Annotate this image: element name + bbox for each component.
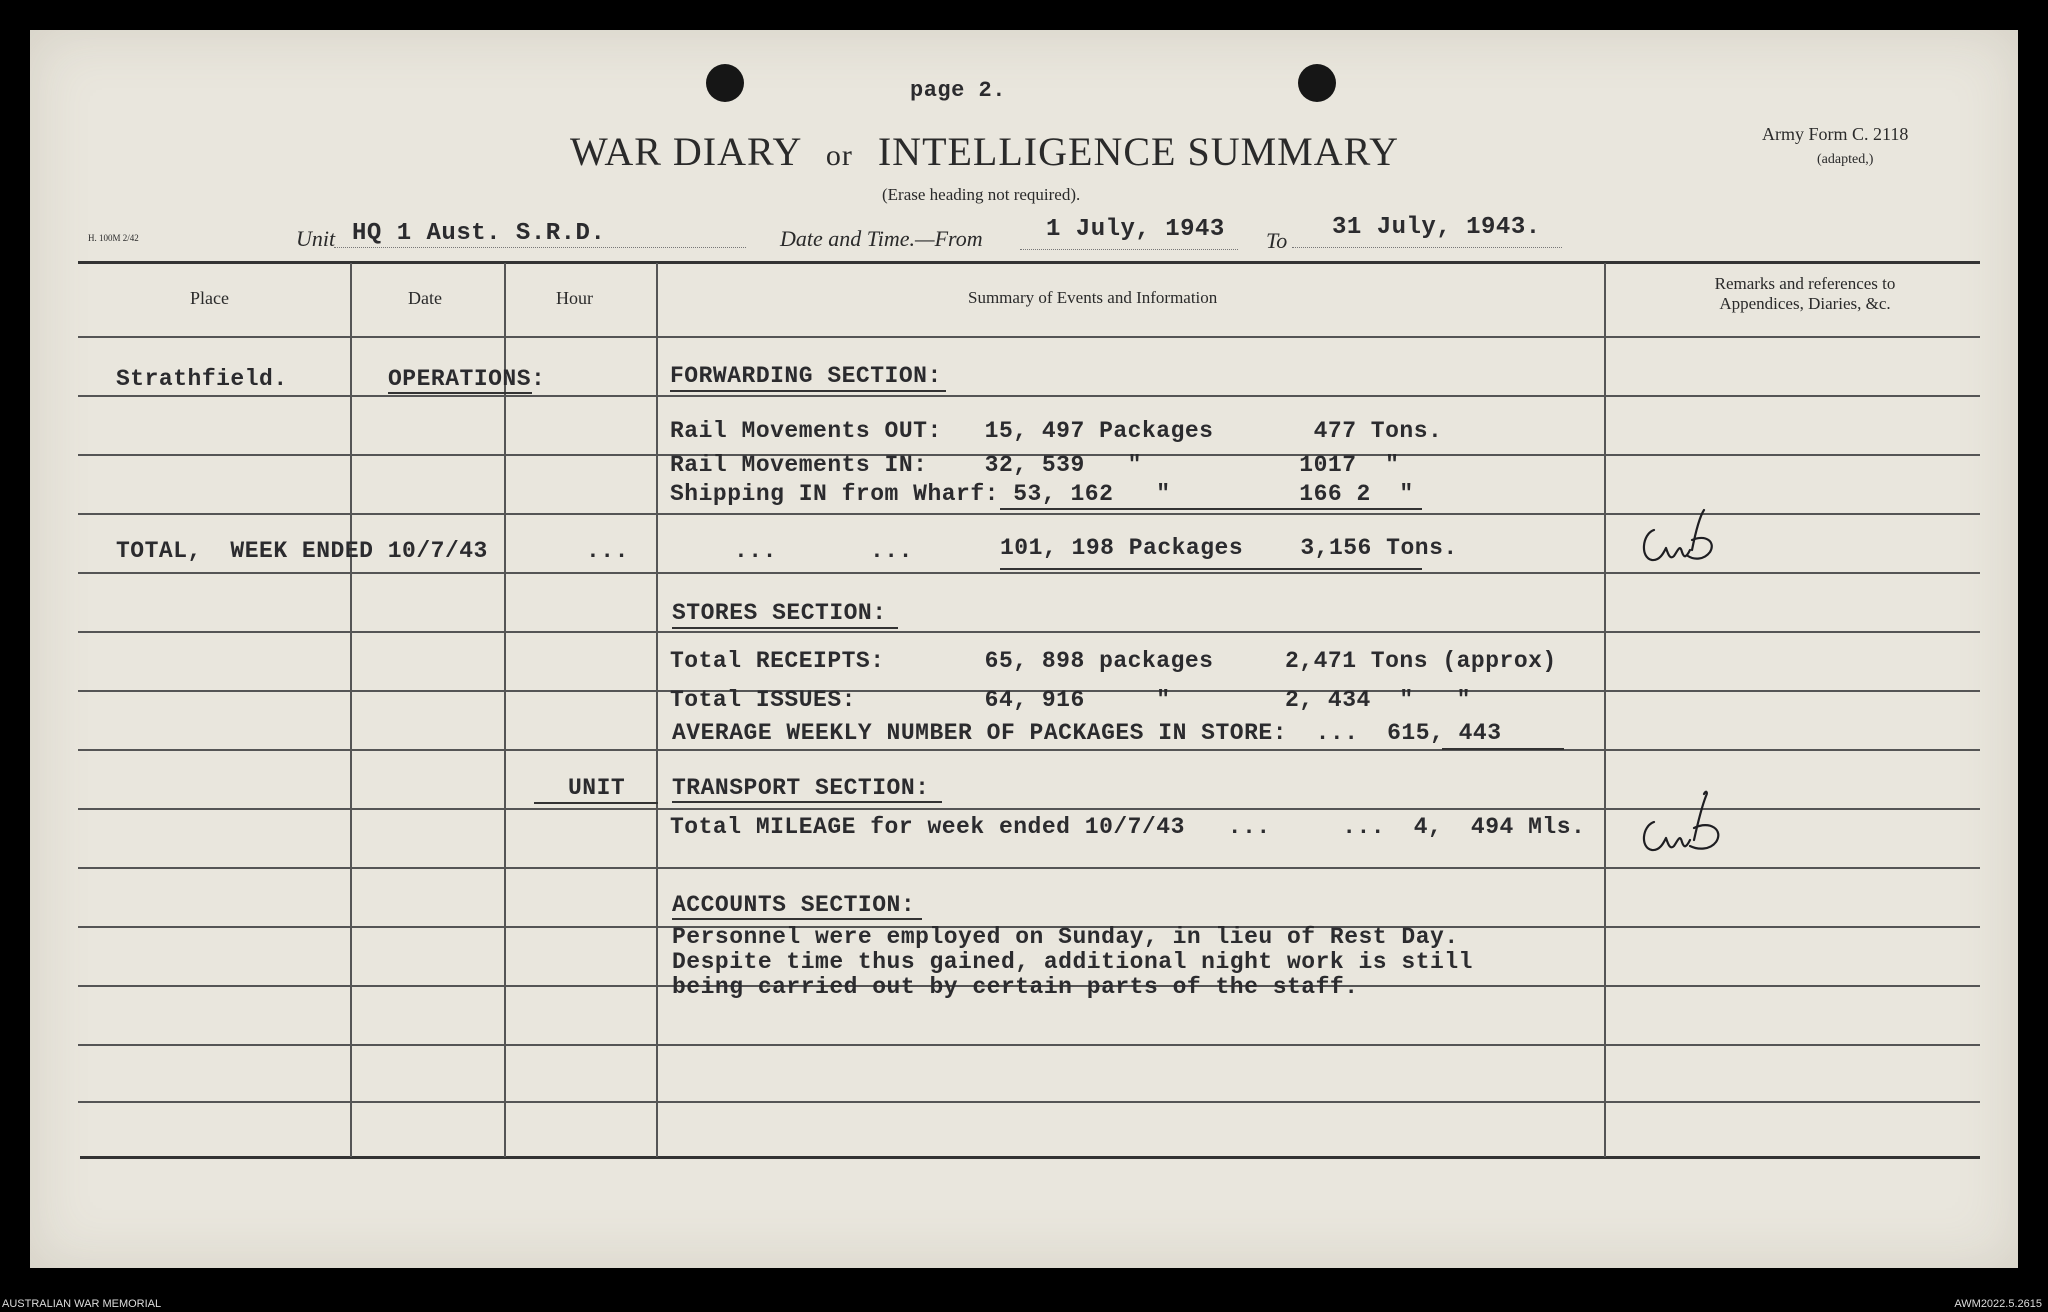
row-rule xyxy=(78,395,1980,397)
punch-hole-left xyxy=(706,64,744,102)
unit-label: Unit xyxy=(296,226,336,251)
accounts-line-3: being carried out by certain parts of the staff. xyxy=(672,974,1359,1000)
footer-source: AUSTRALIAN WAR MEMORIAL xyxy=(2,1298,162,1310)
col-divider-date xyxy=(504,263,506,1157)
col-divider-place xyxy=(350,263,352,1157)
col-header-date: Date xyxy=(408,288,442,308)
col-header-summary: Summary of Events and Information xyxy=(968,288,1218,307)
form-name: Army Form C. 2118 xyxy=(1762,124,1909,144)
unit-dotted-line xyxy=(334,246,746,248)
forwarding-heading: FORWARDING SECTION: xyxy=(670,363,942,389)
erase-note: (Erase heading not required). xyxy=(882,185,1081,204)
title-war-diary: WAR DIARY xyxy=(570,129,801,174)
col-divider-hour xyxy=(656,263,658,1157)
transport-heading: TRANSPORT SECTION: xyxy=(672,775,930,801)
row-rule xyxy=(78,749,1980,751)
remarks-header-line1: Remarks and references to xyxy=(1714,274,1896,293)
remarks-header-line2: Appendices, Diaries, &c. xyxy=(1719,294,1891,313)
accounts-line-1: Personnel were employed on Sunday, in lieu of Rest Day. xyxy=(672,924,1459,950)
page-label: page 2. xyxy=(910,78,1006,103)
col-header-hour: Hour xyxy=(556,288,593,308)
footer-accession: AWM2022.5.2615 xyxy=(1954,1298,2042,1310)
accounts-line-2: Despite time thus gained, additional night work is still xyxy=(672,949,1473,975)
title-or: or xyxy=(825,139,853,172)
transport-underline xyxy=(672,801,942,803)
total-receipts-line: Total RECEIPTS: 65, 898 packages 2,471 Tons (approx) xyxy=(670,648,1557,674)
entry-operations: OPERATIONS: xyxy=(388,366,546,392)
stores-underline xyxy=(672,627,898,629)
total-issues-line: Total ISSUES: 64, 916 " 2, 434 " " xyxy=(670,687,1471,713)
date-to-dotted-line xyxy=(1292,246,1562,248)
total-dots-hour: ... xyxy=(586,538,629,564)
diary-page xyxy=(30,30,2018,1268)
unit-value: HQ 1 Aust. S.R.D. xyxy=(352,220,606,247)
accounts-heading: ACCOUNTS SECTION: xyxy=(672,892,916,918)
row-rule xyxy=(78,336,1980,338)
entry-place: Strathfield. xyxy=(116,366,288,392)
shipping-underline xyxy=(1000,508,1422,510)
date-to: 31 July, 1943. xyxy=(1332,214,1541,241)
form-adapted: (adapted,) xyxy=(1817,152,1874,167)
unit-hour-underline xyxy=(534,802,658,804)
title-intelligence-summary: INTELLIGENCE SUMMARY xyxy=(877,129,1399,174)
col-divider-summary xyxy=(1604,263,1606,1157)
total-values: 101, 198 Packages 3,156 Tons. xyxy=(1000,535,1458,561)
table-top-rule xyxy=(78,261,1980,264)
average-weekly-line: AVERAGE WEEKLY NUMBER OF PACKAGES IN STORE: ... 615, 443 xyxy=(672,720,1502,746)
total-dots-summary-2: ... xyxy=(870,538,913,564)
unit-hour-label: UNIT xyxy=(568,775,626,801)
date-label: Date and Time.—From xyxy=(780,226,983,251)
accounts-underline xyxy=(672,918,922,920)
row-rule xyxy=(78,1101,1980,1103)
handwritten-initials-1-icon xyxy=(1634,500,1724,580)
date-from: 1 July, 1943 xyxy=(1046,216,1225,243)
punch-hole-right xyxy=(1298,64,1336,102)
operations-underline xyxy=(388,392,532,394)
rail-in-line: Rail Movements IN: 32, 539 " 1017 " xyxy=(670,452,1400,478)
average-underline xyxy=(1442,748,1564,750)
stores-heading: STORES SECTION: xyxy=(672,600,887,626)
print-code: H. 100M 2/42 xyxy=(88,233,139,243)
to-label: To xyxy=(1266,228,1288,253)
total-week-label: TOTAL, WEEK ENDED 10/7/43 xyxy=(116,538,488,564)
handwritten-initials-2-icon xyxy=(1634,782,1734,862)
page-title xyxy=(570,128,1399,175)
table-bottom-rule xyxy=(80,1156,1980,1159)
col-header-remarks xyxy=(1670,274,1940,314)
forwarding-underline xyxy=(670,390,946,392)
row-rule xyxy=(78,1044,1980,1046)
total-underline xyxy=(1000,568,1422,570)
date-from-dotted-line xyxy=(1020,248,1238,250)
rail-out-line: Rail Movements OUT: 15, 497 Packages 477 Tons. xyxy=(670,418,1443,444)
row-rule xyxy=(78,867,1980,869)
shipping-in-line: Shipping IN from Wharf: 53, 162 " 166 2 " xyxy=(670,481,1414,507)
total-mileage-line: Total MILEAGE for week ended 10/7/43 ... ... 4, 494 Mls. xyxy=(670,814,1586,840)
col-header-place: Place xyxy=(190,288,229,308)
total-dots-summary-1: ... xyxy=(734,538,777,564)
row-rule xyxy=(78,631,1980,633)
